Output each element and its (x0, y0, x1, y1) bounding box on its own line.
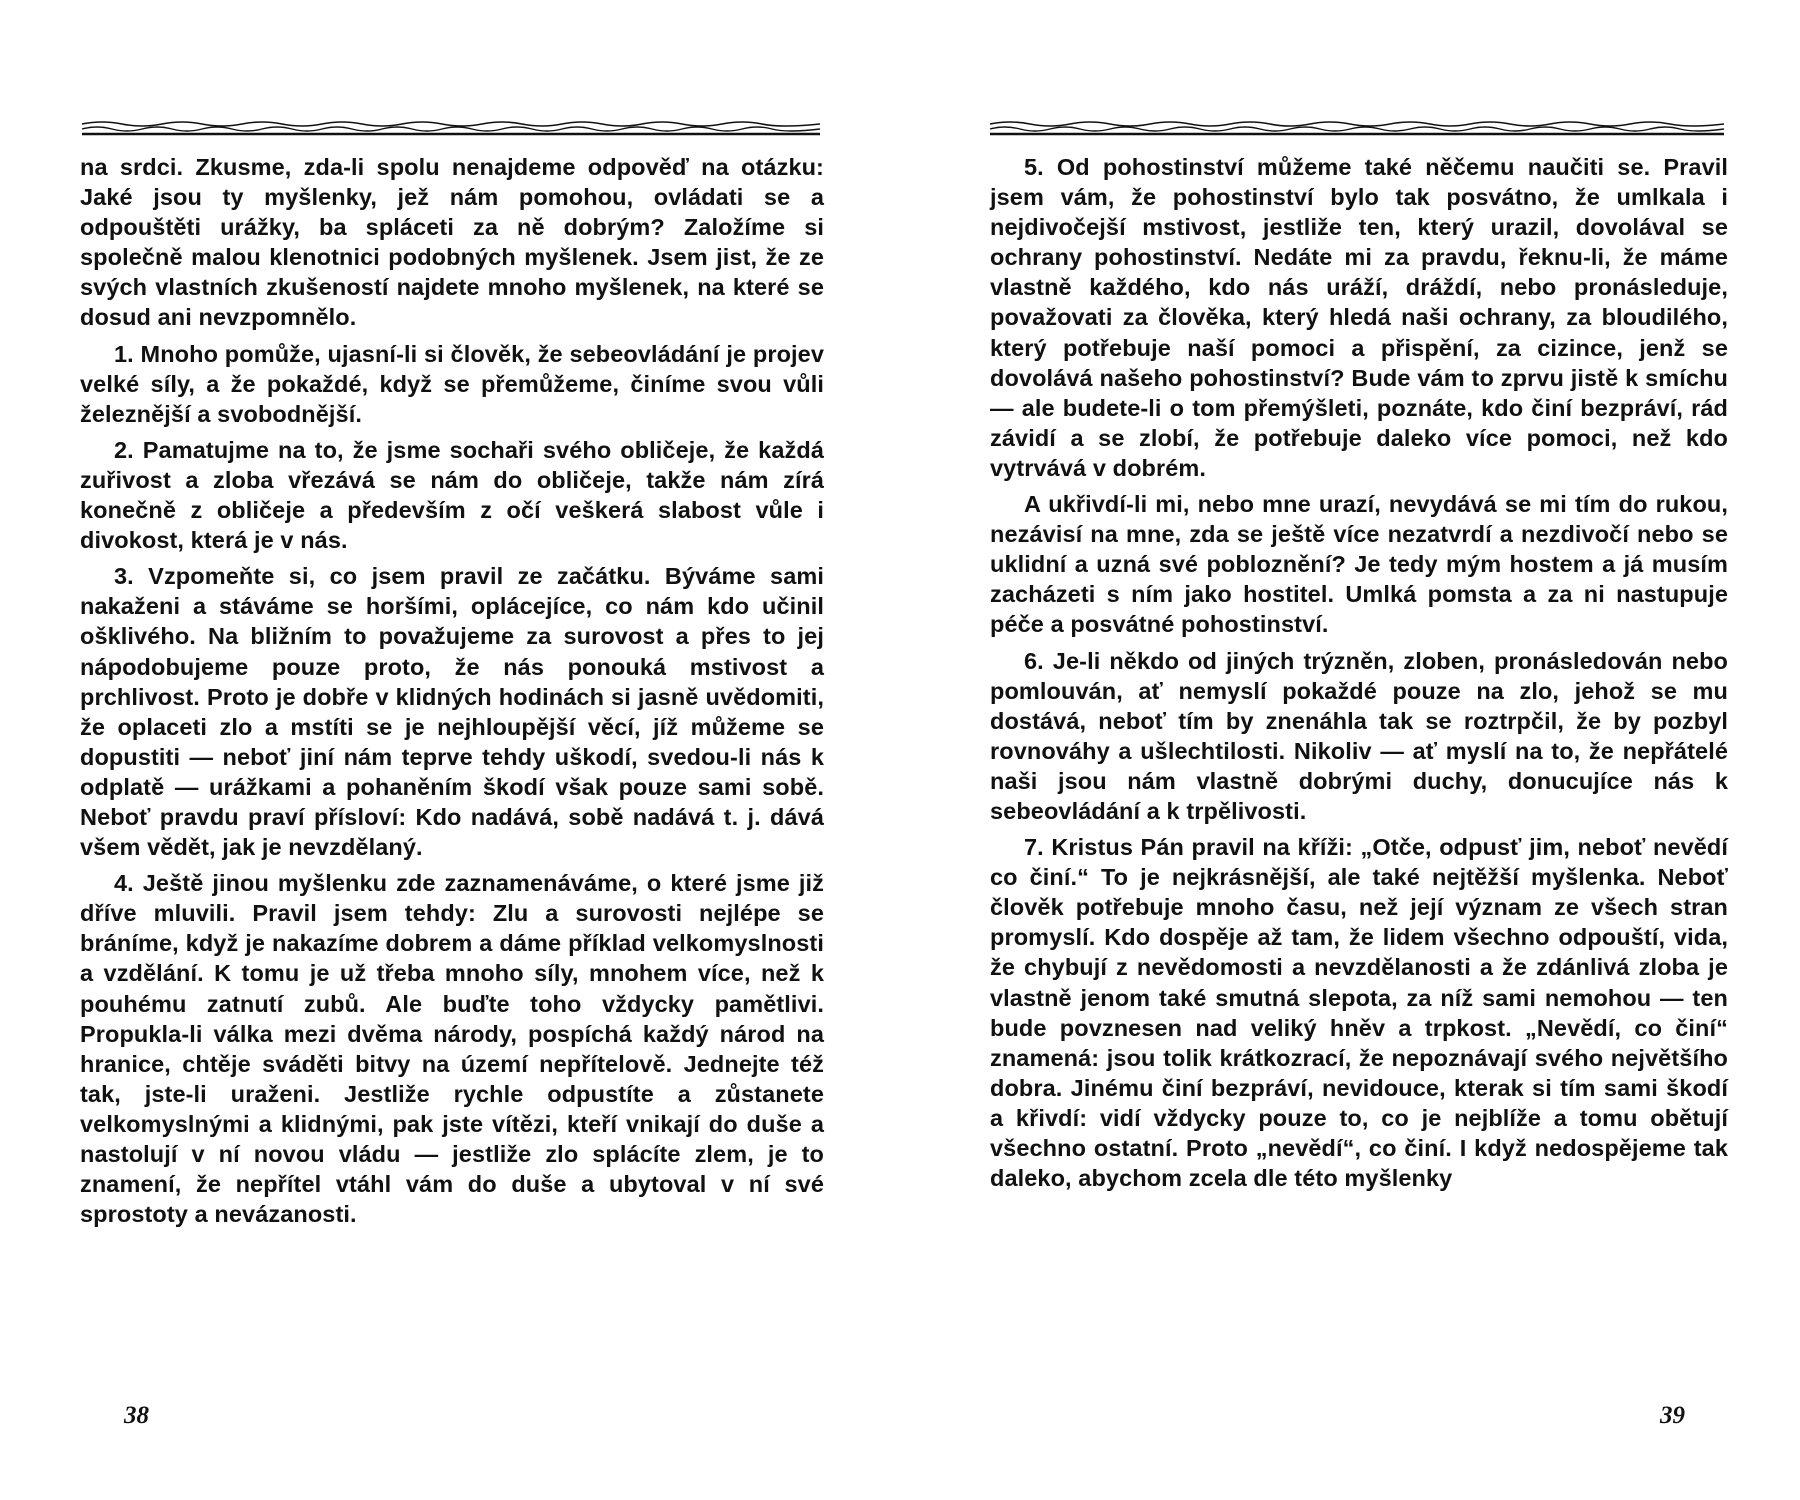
paragraph: 1. Mnoho pomůže, ujasní-li si člověk, že sebeovládání je projev velké síly, a že pokaždé, když se přemůžeme, činíme svou vůli železnější a svobodnější. (80, 340, 824, 427)
page-number: 39 (1660, 1402, 1685, 1429)
paragraph: 7. Kristus Pán pravil na kříži: „Otče, odpusť jim, neboť nevědí co činí.“ To je nejkrásnější, ale také nejtěžší myšlenka. Neboť člověk potřebuje mnoho času, než její význam ze všech stran promyslí. Kdo dospěje až tam, že lidem všechno odpouští, vida, že chybují z nevědomosti a nevzdělanosti a že zdánlivá zloba je vlastně jenom také smutná slepota, za níž sami nemohou — ten bude povznesen nad veliký hněv a trpkost. „Nevědí, co činí“ znamená: jsou tolik krátkozrací, že nepoznávají svého největšího dobra. Jinému činí bezpráví, nevidouce, kterak si tím sami škodí a křivdí: vidí vždycky pouze to, co je nejblíže a tomu obětují všechno ostatní. Proto „nevědí“, co činí. I když nedospějeme tak daleko, abychom zcela dle této myšlenky (990, 834, 1728, 1192)
header-ornament (82, 118, 820, 138)
paragraph: 6. Je-li někdo od jiných trýzněn, zloben, pronásledován nebo pomlouván, ať nemyslí pokaždé pouze na zlo, jehož se mu dostává, neboť tím by znenáhla tak se roztrpčil, že by pozbyl rovnováhy a ušlechtilosti. Nikoliv — ať myslí na to, že nepřátelé naši jsou nám vlastně dobrými duchy, donucujíce nás k sebeovládání a k trpělivosti. (990, 647, 1728, 824)
paragraph: 3. Vzpomeňte si, co jsem pravil ze začátku. Býváme sami nakaženi a stáváme se horšími, oplácejíce, co nám kdo učinil ošklivého. Na bližním to považujeme za surovost a přes to jej nápodobujeme pouze proto, že nás ponouká mstivost a prchlivost. Proto je dobře v klidných hodinách si jasně uvědomiti, že oplaceti zlo a mstíti se je nejhloupější věcí, jíž můžeme se dopustiti — neboť jiní nám teprve tehdy uškodí, svedou-li nás k odplatě — urážkami a pohaněním škodí však pouze sami sobě. Neboť pravdu praví přísloví: Kdo nadává, sobě nadává t. j. dává všem vědět, jak je nevzdělaný. (80, 563, 824, 861)
right-page (900, 0, 1800, 1500)
paragraph: 5. Od pohostinství můžeme také něčemu naučiti se. Pravil jsem vám, že pohostinství bylo tak posvátno, že umlkala i nejdivočejší mstivost, jestliže ten, který urazil, dovolával se ochrany pohostinství. Nedáte mi za pravdu, řeknu-li, že máme vlastně každého, kdo nás uráží, dráždí, nebo pronásleduje, považovati za člověka, který hledá naši ochrany, za bloudilého, který potřebuje naší pomoci a přispění, za cizince, jenž se dovolává našeho pohostinství? Bude vám to zprvu jistě k smíchu — ale budete-li o tom přemýšleti, poznáte, kdo činí bezpráví, rád závidí a se zlobí, že potřebuje daleko více pomoci, než kdo vytrvává v dobrém. (990, 154, 1728, 481)
header-ornament (990, 118, 1724, 138)
page-number: 38 (124, 1402, 149, 1429)
left-page-text (80, 152, 824, 1235)
paragraph: na srdci. Zkusme, zda-li spolu nenajdeme odpověď na otázku: Jaké jsou ty myšlenky, jež nám pomohou, ovládati se a odpouštěti urážky, ba spláceti za ně dobrým? Založíme si společně malou klenotnici podobných myšlenek. Jsem jist, že ze svých vlastních zkušeností najdete mnoho myšlenek, na které se dosud ani nevzpomnělo. (80, 154, 824, 331)
paragraph: 2. Pamatujme na to, že jsme sochaři svého obličeje, že každá zuřivost a zloba vřezává se nám do obličeje, takže nám zírá konečně z obličeje a především z očí veškerá slabost vůle i divokost, která je v nás. (80, 436, 824, 554)
right-page-text (990, 152, 1728, 1199)
paragraph: A ukřivdí-li mi, nebo mne urazí, nevydává se mi tím do rukou, nezávisí na mne, zda se ještě více nezatvrdí a nezdivočí nebo se uklidní a uzná své pobloznění? Je tedy mým hostem a já musím zacházeti s ním jako hostitel. Umlká pomsta a za ni nastupuje péče a posvátné pohostinství. (990, 491, 1728, 638)
paragraph: 4. Ještě jinou myšlenku zde zaznamenáváme, o které jsme již dříve mluvili. Pravil jsem tehdy: Zlu a surovosti nejlépe se bráníme, když je nakazíme dobrem a dáme příklad velkomyslnosti a vzdělání. K tomu je už třeba mnoho síly, mnohem více, než k pouhému zatnutí zubů. Ale buďte toho vždycky pamětlivi. Propukla-li válka mezi dvěma národy, pospíchá každý národ na hranice, chtěje sváděti bitvy na území nepřítelově. Jednejte též tak, jste-li uraženi. Jestliže rychle odpustíte a zůstanete velkomyslnými a klidnými, pak jste vítězi, kteří vnikají do duše a nastolují v ní novou vládu — jestliže zlo splácíte zlem, je to znamení, že nepřítel vtáhl vám do duše a ubytoval v ní své sprostoty a nevázanosti. (80, 870, 824, 1228)
